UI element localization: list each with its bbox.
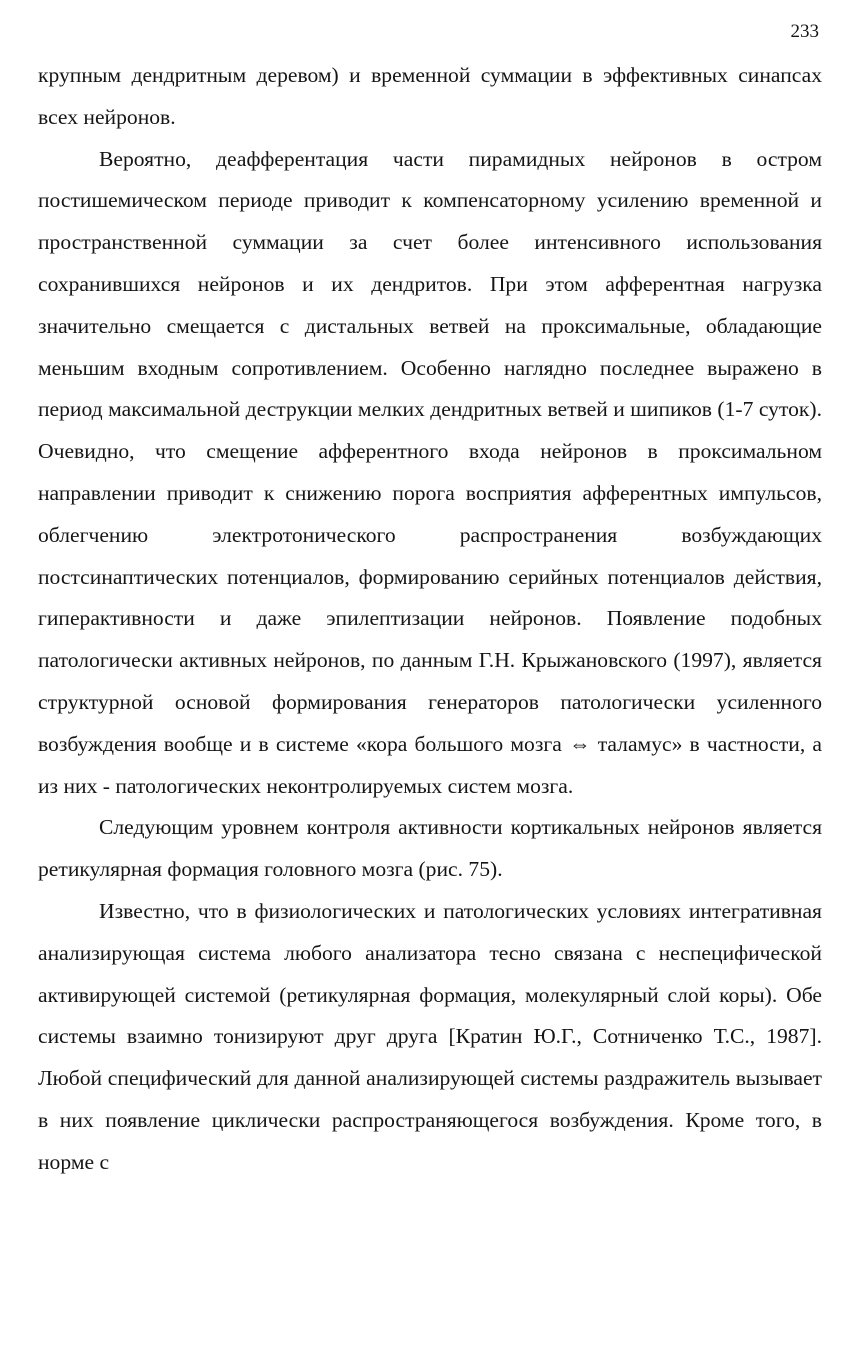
page-number: 233 — [790, 21, 819, 42]
paragraph-1: крупным дендритным деревом) и временной суммации в эффективных синапсах всех нейронов. — [38, 63, 822, 129]
paragraph-2: Вероятно, деафферентация части пирамидных нейронов в остром постишемическом периоде приводит к компенсаторному усилению временной и пространственной суммации за счет более интенсивного использования сохранившихся нейронов и их дендритов. При этом афферентная нагрузка значительно смещается с дистальных ветвей на проксимальные, обладающие меньшим входным сопротивлением. Особенно наглядно последнее выражено в период максимальной деструкции мелких дендритных ветвей и шипиков (1-7 суток). Очевидно, что смещение афферентного входа нейронов в проксимальном направлении приводит к снижению порога восприятия афферентных импульсов, облегчению электротонического распространения возбуждающих постсинаптических потенциалов, формированию серийных потенциалов действия, гиперактивности и даже эпилептизации нейронов. Появление подобных патологически активных нейронов, по данным Г.Н. Крыжановского (1997), является структурной основой формирования генераторов патологически усиленного возбуждения вообще и в системе «кора большого мозга ⇔ таламус» в частности, а из них - патологических неконтролируемых систем мозга. — [38, 146, 822, 798]
paragraph-3: Следующим уровнем контроля активности кортикальных нейронов является ретикулярная формация головного мозга (рис. 75). — [38, 815, 822, 882]
paragraph-4: Известно, что в физиологических и патологических условиях интегративная анализирующая система любого анализатора тесно связана с неспецифической активирующей системой (ретикулярная формация, молекулярный слой коры). Обе системы взаимно тонизируют друг друга [Кратин Ю.Г., Сотниченко Т.С., 1987]. Любой специфический для данной анализирующей системы раздражитель вызывает в них появление циклически распространяющегося возбуждения. Кроме того, в норме с — [38, 898, 822, 1174]
document-body — [38, 55, 822, 1184]
